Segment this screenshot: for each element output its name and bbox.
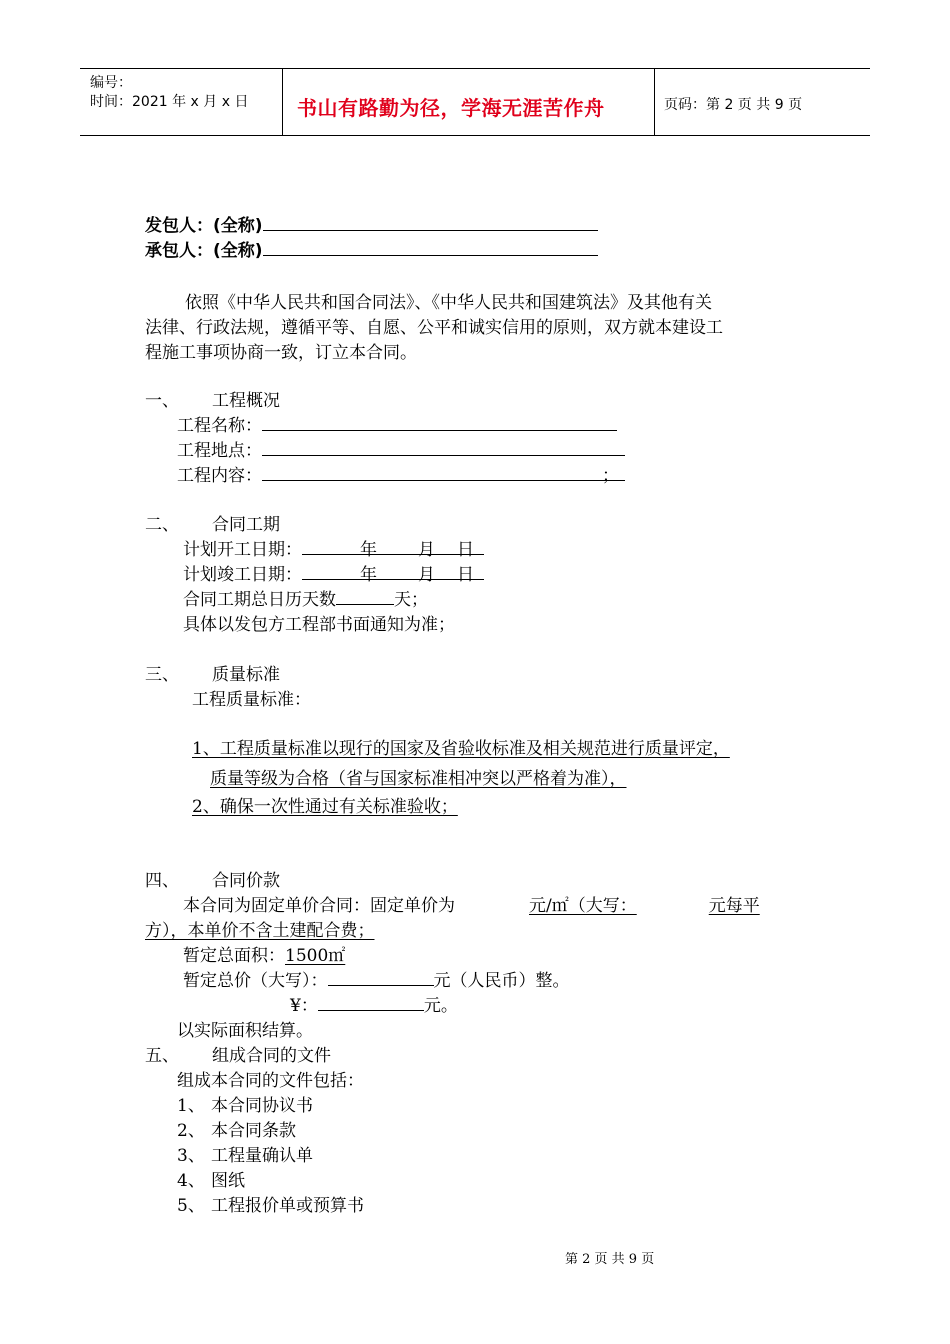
list-item-text: 本合同协议书 [211, 1096, 313, 1116]
header-top-rule [80, 68, 870, 69]
list-item-number: 4、 [177, 1171, 205, 1191]
yen-line [290, 991, 458, 1016]
total-days-unit: 天； [394, 590, 428, 610]
total-price-blank [328, 967, 434, 986]
list-item [177, 1091, 313, 1116]
contractor-blank [263, 237, 598, 256]
section-2-title: 合同工期 [212, 515, 280, 535]
section-2-number: 二、 [145, 515, 179, 535]
unit-price-line-2: 方），本单价不含土建配合费； [145, 921, 375, 941]
list-item [177, 1116, 296, 1141]
settlement-note: 以实际面积结算。 [177, 1021, 313, 1041]
total-price-label: 暂定总价（大写）： [183, 971, 328, 991]
yen-label: ¥： [290, 996, 318, 1016]
end-month: 月 [418, 565, 435, 585]
total-days-label: 合同工期总日历天数 [183, 590, 336, 610]
total-price-unit: 元（人民币）整。 [433, 971, 570, 991]
project-place-line [177, 436, 625, 461]
start-year: 年 [360, 540, 377, 560]
list-item-text: 图纸 [211, 1171, 245, 1191]
section-3-title: 质量标准 [212, 665, 280, 685]
header-divider-right [654, 68, 655, 135]
list-item-text: 工程量确认单 [211, 1146, 313, 1166]
yen-blank [318, 992, 424, 1011]
quality-item-1b: 质量等级为合格（省与国家标准相冲突以严格着为准）， [210, 769, 627, 789]
intro-line-1: 依照《中华人民共和国合同法》、《中华人民共和国建筑法》及其他有关 [185, 293, 712, 313]
unit-price-prefix: 本合同为固定单价合同：固定单价为 [183, 896, 455, 916]
list-item [177, 1191, 364, 1216]
list-item [177, 1166, 245, 1191]
section-5-title: 组成合同的文件 [212, 1046, 331, 1066]
unit-price-end: 元每平 [708, 896, 760, 916]
start-day: 日 [457, 540, 474, 560]
project-name-line [177, 411, 617, 436]
end-year: 年 [360, 565, 377, 585]
section-4-number: 四、 [145, 871, 179, 891]
project-name-blank [262, 412, 617, 431]
header-motto: 书山有路勤为径，学海无涯苦作舟 [297, 96, 605, 120]
area-line [183, 941, 345, 966]
end-date-blank [302, 561, 484, 585]
start-month: 月 [418, 540, 435, 560]
start-date-blank [302, 536, 484, 560]
total-days-line [183, 585, 428, 610]
employer-blank [263, 212, 598, 231]
list-item-number: 5、 [177, 1196, 205, 1216]
contractor-line [145, 236, 598, 261]
total-price-line [183, 966, 570, 991]
list-item-number: 2、 [177, 1121, 205, 1141]
unit-price-line [183, 891, 760, 916]
section-1-number: 一、 [145, 391, 179, 411]
project-place-blank [262, 437, 625, 456]
area-value: 1500㎡ [285, 946, 346, 966]
section-4-title: 合同价款 [212, 871, 280, 891]
project-name-label: 工程名称： [177, 416, 262, 436]
end-date-line [183, 560, 484, 585]
section-5-number: 五、 [145, 1046, 179, 1066]
quality-subtitle: 工程质量标准： [192, 690, 311, 710]
header-bottom-rule [80, 135, 870, 136]
list-item-number: 3、 [177, 1146, 205, 1166]
end-date-label: 计划竣工日期： [183, 565, 302, 585]
employer-line [145, 211, 598, 236]
header-number-label: 编号： [90, 75, 132, 91]
project-content-line [177, 461, 625, 486]
yen-unit: 元。 [423, 996, 458, 1016]
list-item [177, 1141, 313, 1166]
list-item-text: 本合同条款 [211, 1121, 296, 1141]
header-divider-left [282, 68, 283, 135]
project-place-label: 工程地点： [177, 441, 262, 461]
documents-subtitle: 组成本合同的文件包括： [177, 1071, 364, 1091]
unit-price-underlined [455, 896, 760, 916]
page-footer: 第 2 页 共 9 页 [565, 1252, 655, 1267]
employer-label: 发包人：(全称) [145, 216, 263, 236]
project-content-label: 工程内容： [177, 466, 262, 486]
period-note: 具体以发包方工程部书面通知为准； [183, 615, 455, 635]
list-item-text: 工程报价单或预算书 [211, 1196, 364, 1216]
section-1-title: 工程概况 [212, 391, 280, 411]
list-item-number: 1、 [177, 1096, 205, 1116]
start-date-line [183, 535, 484, 560]
project-content-end: ； [602, 466, 619, 486]
quality-item-2: 2、确保一次性通过有关标准验收； [192, 797, 458, 817]
section-3-number: 三、 [145, 665, 179, 685]
header-time-label: 时间：2021 年 x 月 x 日 [90, 94, 249, 110]
intro-line-3: 程施工事项协商一致，订立本合同。 [145, 343, 417, 363]
header-page-label: 页码：第 2 页 共 9 页 [664, 97, 803, 113]
total-days-blank [336, 586, 394, 605]
intro-line-2: 法律、行政法规，遵循平等、自愿、公平和诚实信用的原则，双方就本建设工 [145, 318, 723, 338]
quality-item-1a: 1、工程质量标准以现行的国家及省验收标准及相关规范进行质量评定， [192, 739, 730, 759]
project-content-blank [262, 462, 625, 486]
end-day: 日 [457, 565, 474, 585]
start-date-label: 计划开工日期： [183, 540, 302, 560]
area-label: 暂定总面积： [183, 946, 285, 966]
unit-price-unit: 元/㎡（大写： [529, 896, 637, 916]
contractor-label: 承包人：(全称) [145, 241, 263, 261]
